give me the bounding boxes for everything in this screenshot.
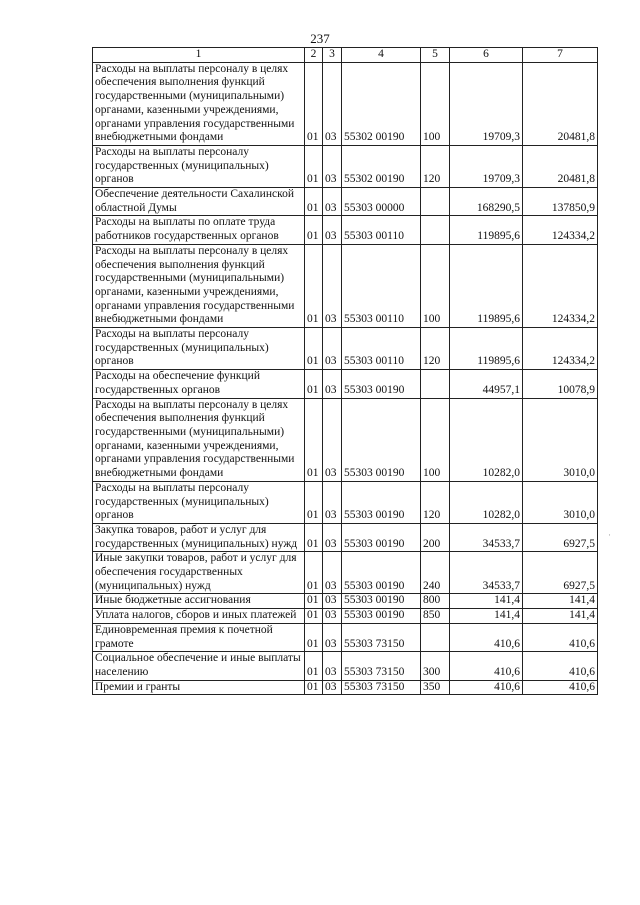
target-article-cell: 55303 00190 — [342, 552, 421, 594]
target-article-cell: 55303 00110 — [342, 216, 421, 244]
subsection-code-cell: 03 — [323, 609, 342, 624]
section-code-cell: 01 — [305, 552, 323, 594]
scan-speck: · — [608, 530, 611, 540]
amount-year2-cell: 141,4 — [523, 594, 598, 609]
subsection-code-cell: 03 — [323, 652, 342, 680]
table-row — [93, 398, 598, 481]
expense-type-cell: 120 — [421, 145, 450, 187]
item-name-cell: Единовременная премия к почетной грамоте — [93, 623, 305, 651]
table-row — [93, 370, 598, 398]
item-name-cell: Иные бюджетные ассигнования — [93, 594, 305, 609]
subsection-code-cell: 03 — [323, 62, 342, 145]
section-code-cell: 01 — [305, 398, 323, 481]
subsection-code-cell: 03 — [323, 216, 342, 244]
section-code-cell: 01 — [305, 188, 323, 216]
table-row — [93, 244, 598, 327]
amount-year2-cell: 10078,9 — [523, 370, 598, 398]
section-code-cell: 01 — [305, 216, 323, 244]
item-name-cell: Расходы на выплаты персоналу в целях обеспечения выполнения функций государственными (муниципальными) органами, казенными учреждениями, органами управления государственными внебюджетными фондами — [93, 244, 305, 327]
subsection-code-cell: 03 — [323, 145, 342, 187]
subsection-code-cell: 03 — [323, 398, 342, 481]
target-article-cell: 55303 00190 — [342, 481, 421, 523]
item-name-cell: Расходы на выплаты персоналу государственных (муниципальных) органов — [93, 328, 305, 370]
item-name-cell: Премии и гранты — [93, 680, 305, 695]
col-header-6: 6 — [450, 48, 523, 63]
table-row — [93, 216, 598, 244]
expense-type-cell: 800 — [421, 594, 450, 609]
expense-type-cell — [421, 370, 450, 398]
amount-year2-cell: 3010,0 — [523, 481, 598, 523]
amount-year1-cell: 141,4 — [450, 609, 523, 624]
target-article-cell: 55303 73150 — [342, 652, 421, 680]
amount-year2-cell: 20481,8 — [523, 62, 598, 145]
amount-year1-cell: 34533,7 — [450, 523, 523, 551]
table-row — [93, 62, 598, 145]
budget-table — [92, 47, 598, 695]
item-name-cell: Иные закупки товаров, работ и услуг для обеспечения государственных (муниципальных) нужд — [93, 552, 305, 594]
col-header-2: 2 — [305, 48, 323, 63]
expense-type-cell: 300 — [421, 652, 450, 680]
expense-type-cell: 100 — [421, 62, 450, 145]
amount-year2-cell: 137850,9 — [523, 188, 598, 216]
section-code-cell: 01 — [305, 370, 323, 398]
target-article-cell: 55302 00190 — [342, 62, 421, 145]
amount-year1-cell: 19709,3 — [450, 145, 523, 187]
amount-year2-cell: 20481,8 — [523, 145, 598, 187]
amount-year2-cell: 124334,2 — [523, 216, 598, 244]
item-name-cell: Расходы на выплаты персоналу в целях обеспечения выполнения функций государственными (муниципальными) органами, казенными учреждениями, органами управления государственными внебюджетными фондами — [93, 398, 305, 481]
col-header-5: 5 — [421, 48, 450, 63]
subsection-code-cell: 03 — [323, 481, 342, 523]
amount-year2-cell: 410,6 — [523, 680, 598, 695]
item-name-cell: Обеспечение деятельности Сахалинской областной Думы — [93, 188, 305, 216]
page-number: 237 — [310, 31, 330, 46]
table-row — [93, 652, 598, 680]
col-header-1: 1 — [93, 48, 305, 63]
target-article-cell: 55303 00190 — [342, 523, 421, 551]
expense-type-cell: 200 — [421, 523, 450, 551]
target-article-cell: 55303 73150 — [342, 623, 421, 651]
target-article-cell: 55303 00000 — [342, 188, 421, 216]
amount-year2-cell: 6927,5 — [523, 552, 598, 594]
table-row — [93, 328, 598, 370]
target-article-cell: 55303 00190 — [342, 594, 421, 609]
amount-year1-cell: 119895,6 — [450, 216, 523, 244]
amount-year1-cell: 19709,3 — [450, 62, 523, 145]
subsection-code-cell: 03 — [323, 594, 342, 609]
target-article-cell: 55303 00110 — [342, 328, 421, 370]
amount-year1-cell: 119895,6 — [450, 328, 523, 370]
section-code-cell: 01 — [305, 594, 323, 609]
amount-year1-cell: 410,6 — [450, 680, 523, 695]
item-name-cell: Расходы на обеспечение функций государственных органов — [93, 370, 305, 398]
amount-year2-cell: 141,4 — [523, 609, 598, 624]
section-code-cell: 01 — [305, 481, 323, 523]
amount-year1-cell: 34533,7 — [450, 552, 523, 594]
subsection-code-cell: 03 — [323, 244, 342, 327]
amount-year1-cell: 410,6 — [450, 623, 523, 651]
expense-type-cell: 350 — [421, 680, 450, 695]
section-code-cell: 01 — [305, 62, 323, 145]
section-code-cell: 01 — [305, 609, 323, 624]
subsection-code-cell: 03 — [323, 370, 342, 398]
subsection-code-cell: 03 — [323, 523, 342, 551]
amount-year1-cell: 119895,6 — [450, 244, 523, 327]
expense-type-cell: 120 — [421, 328, 450, 370]
target-article-cell: 55303 00190 — [342, 609, 421, 624]
section-code-cell: 01 — [305, 244, 323, 327]
expense-type-cell: 120 — [421, 481, 450, 523]
subsection-code-cell: 03 — [323, 328, 342, 370]
header-row — [93, 48, 598, 63]
item-name-cell: Закупка товаров, работ и услуг для государственных (муниципальных) нужд — [93, 523, 305, 551]
amount-year1-cell: 168290,5 — [450, 188, 523, 216]
section-code-cell: 01 — [305, 523, 323, 551]
col-header-7: 7 — [523, 48, 598, 63]
subsection-code-cell: 03 — [323, 188, 342, 216]
section-code-cell: 01 — [305, 652, 323, 680]
table-row — [93, 680, 598, 695]
table-row — [93, 188, 598, 216]
section-code-cell: 01 — [305, 680, 323, 695]
target-article-cell: 55303 00190 — [342, 370, 421, 398]
expense-type-cell — [421, 623, 450, 651]
amount-year2-cell: 410,6 — [523, 623, 598, 651]
target-article-cell: 55302 00190 — [342, 145, 421, 187]
expense-type-cell: 240 — [421, 552, 450, 594]
item-name-cell: Расходы на выплаты персоналу государственных (муниципальных) органов — [93, 481, 305, 523]
table-row — [93, 523, 598, 551]
expense-type-cell: 850 — [421, 609, 450, 624]
expense-type-cell — [421, 216, 450, 244]
target-article-cell: 55303 00190 — [342, 398, 421, 481]
amount-year1-cell: 10282,0 — [450, 481, 523, 523]
subsection-code-cell: 03 — [323, 680, 342, 695]
table-row — [93, 623, 598, 651]
amount-year2-cell: 6927,5 — [523, 523, 598, 551]
amount-year2-cell: 410,6 — [523, 652, 598, 680]
table-row — [93, 552, 598, 594]
target-article-cell: 55303 73150 — [342, 680, 421, 695]
section-code-cell: 01 — [305, 623, 323, 651]
section-code-cell: 01 — [305, 145, 323, 187]
item-name-cell: Уплата налогов, сборов и иных платежей — [93, 609, 305, 624]
expense-type-cell: 100 — [421, 244, 450, 327]
expense-type-cell: 100 — [421, 398, 450, 481]
col-header-4: 4 — [342, 48, 421, 63]
table-row — [93, 594, 598, 609]
item-name-cell: Расходы на выплаты по оплате труда работников государственных органов — [93, 216, 305, 244]
amount-year1-cell: 141,4 — [450, 594, 523, 609]
amount-year1-cell: 44957,1 — [450, 370, 523, 398]
item-name-cell: Расходы на выплаты персоналу в целях обеспечения выполнения функций государственными (муниципальными) органами, казенными учреждениями, органами управления государственными внебюджетными фондами — [93, 62, 305, 145]
subsection-code-cell: 03 — [323, 552, 342, 594]
table-row — [93, 481, 598, 523]
expense-type-cell — [421, 188, 450, 216]
table-row — [93, 609, 598, 624]
amount-year2-cell: 124334,2 — [523, 328, 598, 370]
amount-year2-cell: 3010,0 — [523, 398, 598, 481]
target-article-cell: 55303 00110 — [342, 244, 421, 327]
table-row — [93, 145, 598, 187]
col-header-3: 3 — [323, 48, 342, 63]
subsection-code-cell: 03 — [323, 623, 342, 651]
section-code-cell: 01 — [305, 328, 323, 370]
amount-year2-cell: 124334,2 — [523, 244, 598, 327]
amount-year1-cell: 10282,0 — [450, 398, 523, 481]
amount-year1-cell: 410,6 — [450, 652, 523, 680]
item-name-cell: Социальное обеспечение и иные выплаты населению — [93, 652, 305, 680]
item-name-cell: Расходы на выплаты персоналу государственных (муниципальных) органов — [93, 145, 305, 187]
